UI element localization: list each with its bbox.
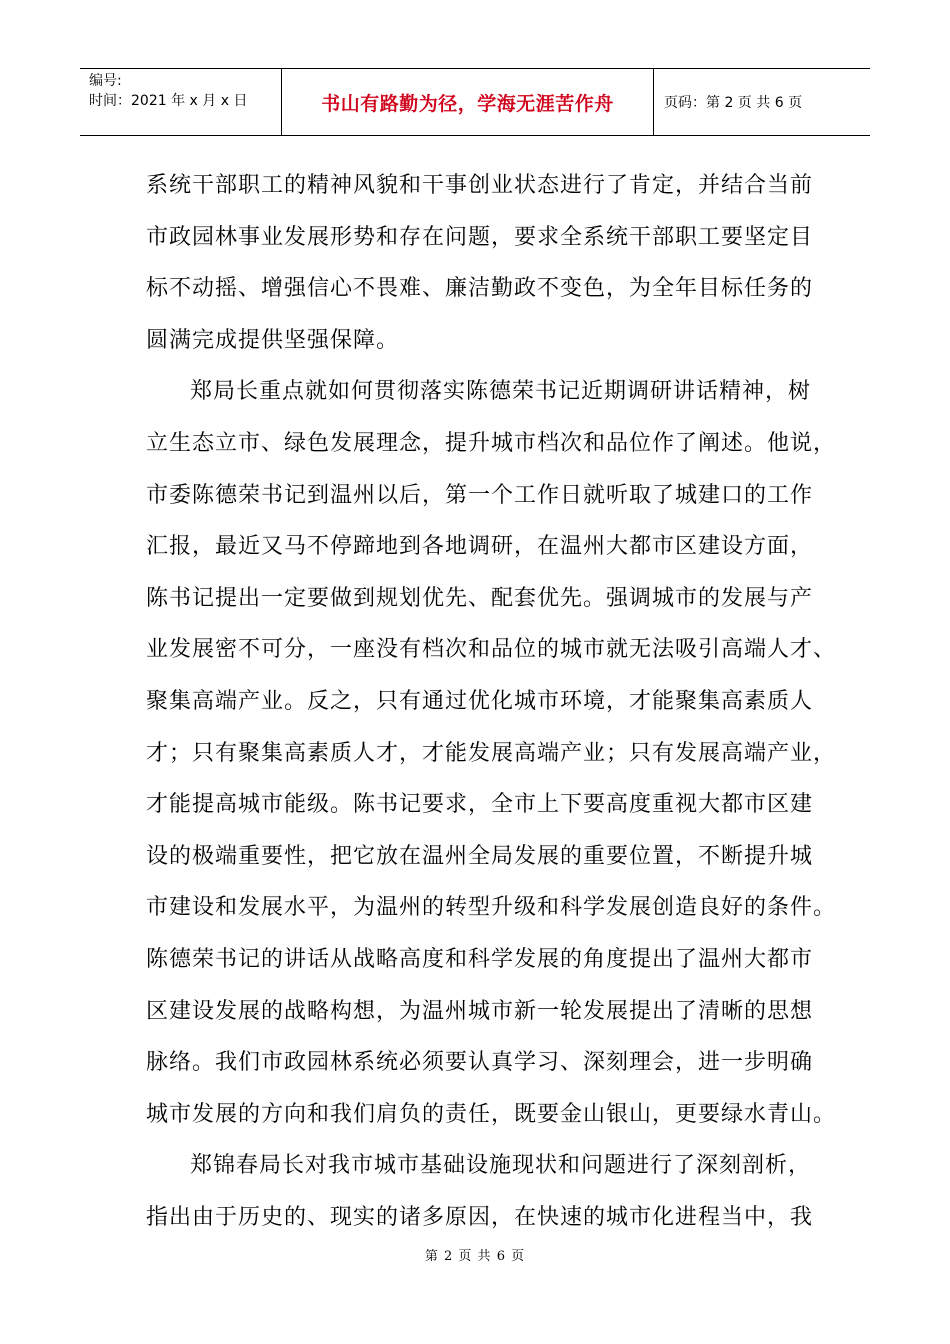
body-line: 才能提高城市能级。陈书记要求，全市上下要高度重视大都市区建 <box>146 792 814 818</box>
header-page-info: 页码：第 2 页 共 6 页 <box>664 95 803 111</box>
body-line: 设的极端重要性，把它放在温州全局发展的重要位置，不断提升城 <box>146 843 814 869</box>
body-line: 汇报，最近又马不停蹄地到各地调研，在温州大都市区建设方面， <box>146 534 814 560</box>
body-line: 脉络。我们市政园林系统必须要认真学习、深刻理会，进一步明确 <box>146 1050 814 1076</box>
body-line: 陈德荣书记的讲话从战略高度和科学发展的角度提出了温州大都市 <box>146 946 814 972</box>
body-line: 市委陈德荣书记到温州以后，第一个工作日就听取了城建口的工作 <box>146 482 814 508</box>
body-line: 才；只有聚集高素质人才，才能发展高端产业；只有发展高端产业， <box>146 740 837 766</box>
paragraph-first-line: 郑局长重点就如何贯彻落实陈德荣书记近期调研讲话精神，树 <box>190 379 812 405</box>
document-number-label: 编号: <box>89 73 122 89</box>
body-line: 区建设发展的战略构想，为温州城市新一轮发展提出了清晰的思想 <box>146 998 814 1024</box>
body-line: 城市发展的方向和我们肩负的责任，既要金山银山，更要绿水青山。 <box>146 1101 837 1127</box>
header-motto: 书山有路勤为径，学海无涯苦作舟 <box>282 69 654 135</box>
body-line: 陈书记提出一定要做到规划优先、配套优先。强调城市的发展与产 <box>146 585 814 611</box>
body-line: 市政园林事业发展形势和存在问题，要求全系统干部职工要坚定目 <box>146 224 814 250</box>
body-line: 指出由于历史的、现实的诸多原因，在快速的城市化进程当中，我 <box>146 1204 814 1230</box>
body-line: 系统干部职工的精神风貌和干事创业状态进行了肯定，并结合当前 <box>146 173 814 198</box>
body-line: 圆满完成提供坚强保障。 <box>146 327 400 353</box>
body-line: 市建设和发展水平，为温州的转型升级和科学发展创造良好的条件。 <box>146 895 837 921</box>
body-line: 标不动摇、增强信心不畏难、廉洁勤政不变色，为全年目标任务的 <box>146 276 814 302</box>
document-body <box>146 160 836 1243</box>
body-line: 立生态立市、绿色发展理念，提升城市档次和品位作了阐述。他说， <box>146 430 837 456</box>
paragraph-first-line: 郑锦春局长对我市城市基础设施现状和问题进行了深刻剖析， <box>190 1153 812 1179</box>
page-footer: 第 2 页 共 6 页 <box>424 1249 526 1264</box>
page-header <box>80 68 870 136</box>
document-date: 时间：2021 年 x 月 x 日 <box>89 93 248 109</box>
body-line: 业发展密不可分，一座没有档次和品位的城市就无法吸引高端人才、 <box>146 637 837 663</box>
header-meta <box>80 69 282 135</box>
body-line: 聚集高端产业。反之，只有通过优化城市环境，才能聚集高素质人 <box>146 688 814 714</box>
